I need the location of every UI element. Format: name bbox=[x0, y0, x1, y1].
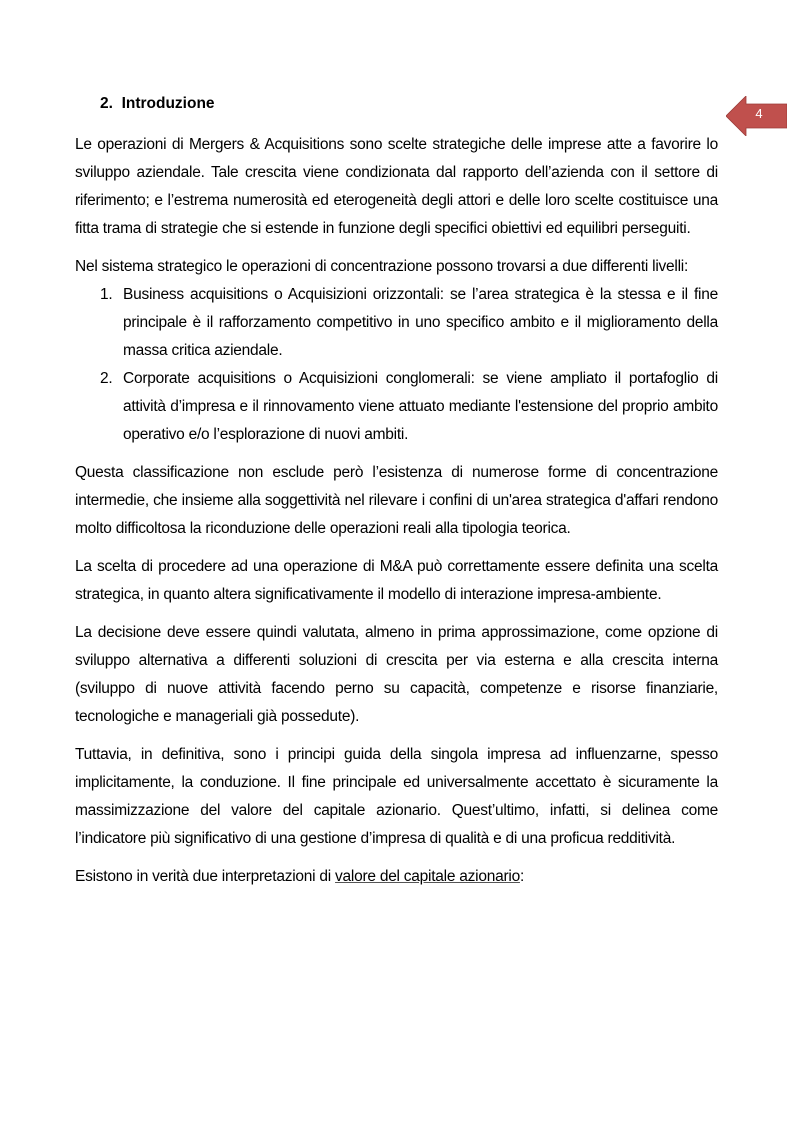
paragraph-decision: La decisione deve essere quindi valutata, almeno in prima approssimazione, come opzione di sviluppo alternativa a differenti soluzioni di crescita per via esterna e alla crescita interna (sviluppo di nuove attività facendo perno su capacità, competenze e risorse finanziarie, tecnologiche e manageriali già possedute). bbox=[75, 624, 718, 725]
list-item bbox=[75, 281, 718, 365]
paragraph-interpretations bbox=[75, 863, 718, 891]
list-marker: 2. bbox=[100, 370, 113, 387]
list-item-text: Corporate acquisitions o Acquisizioni conglomerali: se viene ampliato il portafoglio di attività d’impresa e il rinnovamento viene attuato mediante l'estensione del proprio ambito operativo e/o l’esplorazione di nuovi ambiti. bbox=[123, 370, 718, 443]
section-heading bbox=[100, 92, 718, 116]
list-item-text: Business acquisitions o Acquisizioni orizzontali: se l’area strategica è la stessa e il fine principale è il rafforzamento competitivo in uno specifico ambito e il miglioramento della massa critica aziendale. bbox=[123, 286, 718, 359]
acquisition-types-list bbox=[75, 281, 718, 449]
page-number-badge bbox=[726, 96, 787, 136]
interpretations-suffix: : bbox=[519, 868, 525, 885]
interpretations-prefix: Esistono in verità due interpretazioni di bbox=[75, 868, 336, 885]
list-marker: 1. bbox=[100, 286, 113, 303]
paragraph-intro: Le operazioni di Mergers & Acquisitions sono scelte strategiche delle imprese atte a favorire lo sviluppo aziendale. Tale crescita viene condizionata dal rapporto dell’azienda con il settore di riferimento; e l’estrema numerosità ed eterogeneità degli attori e delle loro scelte costituisce una fitta trama di strategie che si estende in funzione degli specifici obiettivi ed equilibri perseguiti. bbox=[75, 136, 718, 237]
paragraph-levels: Nel sistema strategico le operazioni di concentrazione possono trovarsi a due differenti livelli: bbox=[75, 258, 689, 275]
section-number: 2. bbox=[100, 95, 113, 112]
paragraph-strategic-choice: La scelta di procedere ad una operazione di M&A può correttamente essere definita una scelta strategica, in quanto altera significativamente il modello di interazione impresa-ambiente. bbox=[75, 558, 718, 603]
list-item bbox=[75, 365, 718, 449]
page-number: 4 bbox=[755, 106, 763, 121]
section-title: Introduzione bbox=[121, 95, 215, 112]
document-body bbox=[75, 92, 718, 901]
paragraph-principles: Tuttavia, in definitiva, sono i principi guida della singola impresa ad influenzarne, spesso implicitamente, la conduzione. Il fine principale ed universalmente accettato è sicuramente la massimizzazione del valore del capitale azionario. Quest’ultimo, infatti, si delinea come l’indicatore più significativo di una gestione d’impresa di qualità e di una proficua redditività. bbox=[75, 746, 718, 847]
paragraph-classification: Questa classificazione non esclude però l’esistenza di numerose forme di concentrazione intermedie, che insieme alla soggettività nel rilevare i confini di un'area strategica d'affari rendono molto difficoltosa la riconduzione delle operazioni reali alla tipologia teorica. bbox=[75, 464, 718, 537]
underlined-term: valore del capitale azionario bbox=[335, 868, 520, 885]
